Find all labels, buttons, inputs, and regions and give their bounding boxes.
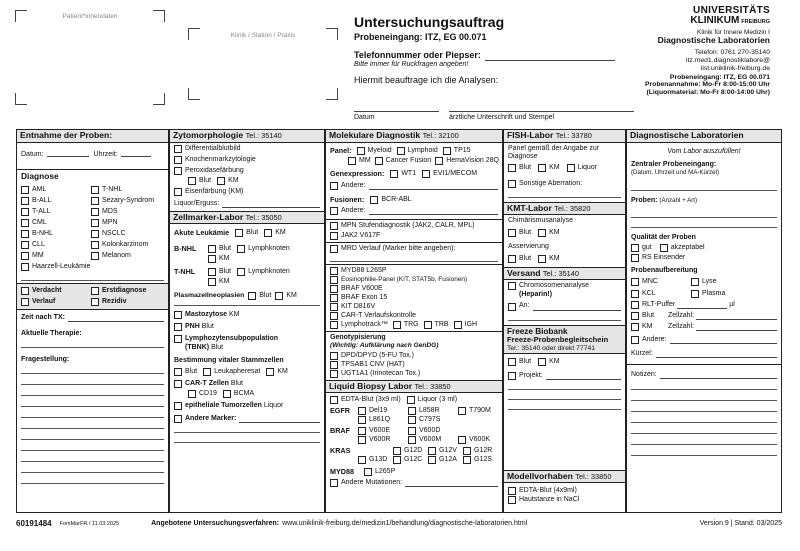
- freeze-blut-checkbox[interactable]: [508, 358, 516, 366]
- fish-blut-checkbox[interactable]: [508, 164, 516, 172]
- braf-v600r-checkbox[interactable]: [358, 436, 366, 444]
- version-stand: Version 9 | Stand: 03/2025: [699, 519, 782, 527]
- diag-tnhl-checkbox[interactable]: [91, 186, 99, 194]
- entnahme-uhrzeit-input[interactable]: [121, 150, 151, 157]
- km-zellzahl-input[interactable]: [696, 324, 777, 331]
- notizen-line[interactable]: [631, 444, 777, 445]
- modell-header: Modellvorhaben Tel.: 33850: [504, 470, 625, 483]
- column-molekular: Molekulare Diagnostik Tel.: 32100 Panel: Myeloid Lymphoid TP15 MM Cancer Fusion HemaVision 28Q Genexpression: WT1 EVI1/MECOM Andere: Fusionen: BCR-ABL Andere: MPN Stufendiagnostik (JAK2, CALR, MPL) JAK2 V617F MRD Verlauf (Marker bitte angeben): MYD88 L265P Eosinophilie-Panel (KIT, STAT5b, Fusionen) BRAF V600E BRAF Exon 15 KIT D816V CAR-T Verlaufskontrolle Lymphotrack™ TRG TRB IGH Genotypisierung (Wichtig: Aufklärung nach GenDG) DPD/DPYD (5-FU Tox.) TPSAB1 CNV (HAT) UGT1A1 (Irinotecan Tox.) Liquid Biopsy Labor Tel.: 33850 EDTA-Blut (3x9 ml) Liquor (3 ml) EGFR Del19 L858R T790M L861Q C797S BRAF V600E V600D V600R V600M V600K KRAS G12D G12V G12R G13D G12C G12A G12S MYD88 L265P Andere Mutationen:: [325, 129, 503, 513]
- phone-label: Telefonnummer oder Piepser:: [354, 50, 481, 61]
- aufb-km-checkbox[interactable]: [631, 323, 639, 331]
- diag-melanom-checkbox[interactable]: [91, 252, 99, 260]
- notizen-line[interactable]: [631, 411, 777, 412]
- klinik-field[interactable]: [188, 28, 338, 100]
- tpsab1-checkbox[interactable]: [330, 361, 338, 369]
- sonstige-aberration-checkbox[interactable]: [508, 180, 516, 188]
- zellmarker-header: Zellmarker-Labor Tel.: 35050: [170, 211, 324, 224]
- rs-einsender-checkbox[interactable]: [631, 254, 639, 262]
- molekular-header: Molekulare Diagnostik Tel.: 32100: [326, 130, 502, 143]
- peroxidase-km-checkbox[interactable]: [217, 177, 225, 185]
- panel-lymphoid-checkbox[interactable]: [397, 147, 405, 155]
- chromosomen-checkbox[interactable]: [508, 282, 516, 290]
- andere-marker-line[interactable]: [174, 432, 320, 433]
- lb-liquor-checkbox[interactable]: [407, 396, 415, 404]
- notizen-line[interactable]: [631, 422, 777, 423]
- asserv-km-checkbox[interactable]: [538, 255, 546, 263]
- verdacht-checkbox[interactable]: [21, 287, 29, 295]
- fragestellung-label: Fragestellung:: [21, 356, 70, 364]
- notizen-line[interactable]: [631, 455, 777, 456]
- labor-header: Diagnostische Laboratorien: [627, 130, 781, 143]
- braf-v600e-single-checkbox[interactable]: [330, 285, 338, 293]
- klinik-label: Klinik / Station / Praxis: [230, 32, 296, 39]
- angebot-label: Angebotene Untersuchungsverfahren:: [151, 519, 280, 527]
- versand-an-input[interactable]: [533, 304, 621, 311]
- projekt-checkbox[interactable]: [508, 372, 516, 380]
- therapie-label: Aktuelle Therapie:: [21, 330, 82, 338]
- plasma-line[interactable]: [174, 305, 320, 306]
- fragestellung-line[interactable]: [21, 461, 164, 462]
- qualitaet-gut-checkbox[interactable]: [631, 244, 639, 252]
- fragestellung-line[interactable]: [21, 439, 164, 440]
- andere-marker-line[interactable]: [174, 442, 320, 443]
- versand-an-checkbox[interactable]: [508, 303, 516, 311]
- fragestellung-line[interactable]: [21, 395, 164, 396]
- differentialblutbild-checkbox[interactable]: [174, 145, 182, 153]
- notizen-input[interactable]: [660, 372, 777, 379]
- diag-kolon-checkbox[interactable]: [91, 241, 99, 249]
- akute-km-checkbox[interactable]: [264, 229, 272, 237]
- sonstige-line[interactable]: [508, 197, 621, 198]
- rlt-input[interactable]: [677, 302, 727, 309]
- modell-haut-checkbox[interactable]: [508, 496, 516, 504]
- zentral-label: Zentraler Probeneingang:: [631, 161, 717, 169]
- diag-mds-checkbox[interactable]: [91, 208, 99, 216]
- org-annahme1: Probenannahme: Mo-Fr 8:00-15:00 Uhr: [644, 81, 770, 89]
- proben-label: Proben:: [631, 197, 658, 205]
- stamm-blut-checkbox[interactable]: [174, 368, 182, 376]
- liquid-biopsy-header: Liquid Biopsy Labor Tel.: 33850: [326, 380, 502, 393]
- fragestellung-line[interactable]: [21, 406, 164, 407]
- pnh-checkbox[interactable]: [174, 323, 182, 331]
- fragestellung-line[interactable]: [21, 483, 164, 484]
- datum-line[interactable]: [354, 105, 439, 112]
- kurzel-label: Kürzel:: [631, 349, 653, 357]
- andere-marker-input[interactable]: [239, 416, 320, 423]
- entnahme-datum-input[interactable]: [47, 150, 89, 157]
- column-entnahme: Entnahme der Proben: Datum: Uhrzeit: Diagnose AML B-ALL T-ALL CML B-NHL CLL MM T-NHL Sezary-Syndrom MDS MPN NSCLC Kolonkarzinom Melanom Haarzell-Leukämie Verdacht Verlauf Erstdiagnose Rezidiv Zeit nach TX: Aktuelle Therapie: Fragestellung:: [16, 129, 169, 513]
- datum-label: Datum: [354, 114, 375, 121]
- bcma-checkbox[interactable]: [223, 390, 231, 398]
- braf-v600d-checkbox[interactable]: [408, 427, 416, 435]
- fusion-andere-input[interactable]: [369, 208, 498, 215]
- asserv-blut-checkbox[interactable]: [508, 255, 516, 263]
- mrd-checkbox[interactable]: [330, 245, 338, 253]
- diagnose-heading: Diagnose: [21, 171, 59, 181]
- freeze-title: Freeze Biobank: [507, 326, 568, 336]
- peroxidase-checkbox[interactable]: [174, 167, 182, 175]
- fish-km-checkbox[interactable]: [538, 164, 546, 172]
- chim-km-checkbox[interactable]: [538, 229, 546, 237]
- bnhl-blut-checkbox[interactable]: [208, 245, 216, 253]
- panel-hemavision-checkbox[interactable]: [435, 157, 443, 165]
- ugt1a1-checkbox[interactable]: [330, 370, 338, 378]
- zeit-tx-input[interactable]: [68, 315, 164, 322]
- projekt-input[interactable]: [546, 373, 621, 380]
- egfr-c797s-checkbox[interactable]: [408, 416, 416, 424]
- jak2-checkbox[interactable]: [330, 232, 338, 240]
- fusion-andere-checkbox[interactable]: [330, 207, 338, 215]
- zentral-line[interactable]: [631, 190, 777, 191]
- andere-mutationen-input[interactable]: [405, 480, 498, 487]
- kurzel-input[interactable]: [656, 351, 777, 358]
- notizen-line[interactable]: [631, 389, 777, 390]
- lymphotrack-checkbox[interactable]: [330, 321, 338, 329]
- cart-verlauf-checkbox[interactable]: [330, 312, 338, 320]
- kras-g13d-checkbox[interactable]: [358, 456, 366, 464]
- qualitaet-akzeptabel-checkbox[interactable]: [660, 244, 668, 252]
- bnhl-lymphknoten-checkbox[interactable]: [237, 245, 245, 253]
- stammzellen-heading: Bestimmung vitaler Stammzellen: [174, 356, 284, 364]
- org-email2: list.uniklinik-freiburg.de: [700, 64, 770, 72]
- lb-myd88-checkbox[interactable]: [364, 468, 372, 476]
- projekt-line[interactable]: [508, 409, 621, 410]
- patient-field[interactable]: [15, 10, 165, 105]
- panel-myeloid-checkbox[interactable]: [357, 147, 365, 155]
- zeit-tx-label: Zeit nach TX:: [21, 314, 65, 322]
- fragestellung-line[interactable]: [21, 417, 164, 418]
- akute-blut-checkbox[interactable]: [235, 229, 243, 237]
- trb-checkbox[interactable]: [424, 321, 432, 329]
- mpn-stufen-checkbox[interactable]: [330, 222, 338, 230]
- versand-line[interactable]: [508, 320, 621, 321]
- modell-edta-checkbox[interactable]: [508, 487, 516, 495]
- geno-heading: Genotypisierung: [330, 334, 386, 342]
- diag-cll-checkbox[interactable]: [21, 241, 29, 249]
- dpd-checkbox[interactable]: [330, 352, 338, 360]
- org-telefon: Telefon: 0761 270-35140: [694, 49, 770, 57]
- fragestellung-line[interactable]: [21, 450, 164, 451]
- knochenmarkzytologie-checkbox[interactable]: [174, 156, 182, 164]
- cd19-checkbox[interactable]: [188, 390, 196, 398]
- eisen-checkbox[interactable]: [174, 188, 182, 196]
- notizen-line[interactable]: [631, 433, 777, 434]
- braf-exon15-checkbox[interactable]: [330, 294, 338, 302]
- projekt-line[interactable]: [508, 389, 621, 390]
- kras-g12a-checkbox[interactable]: [428, 456, 436, 464]
- chim-blut-checkbox[interactable]: [508, 229, 516, 237]
- unterschrift-line[interactable]: [449, 105, 634, 112]
- entnahme-header: Entnahme der Proben:: [17, 130, 168, 143]
- org-labor: Diagnostische Laboratorien: [657, 35, 770, 46]
- tnhl-lymphknoten-checkbox[interactable]: [237, 268, 245, 276]
- braf-v600e-checkbox[interactable]: [358, 427, 366, 435]
- notizen-line[interactable]: [631, 400, 777, 401]
- fragestellung-line[interactable]: [21, 428, 164, 429]
- peroxidase-blut-checkbox[interactable]: [188, 177, 196, 185]
- fish-header: FISH-Labor Tel.: 33780: [504, 130, 625, 143]
- tnhl-blut-checkbox[interactable]: [208, 268, 216, 276]
- logo: UNIVERSITÄTS KLINIKUM FREIBURG: [690, 5, 770, 26]
- zyto-header: Zytomorphologie Tel.: 35140: [170, 130, 324, 143]
- kras-g12s-checkbox[interactable]: [463, 456, 471, 464]
- egfr-del19-checkbox[interactable]: [358, 407, 366, 415]
- freeze-subtitle: Freeze-Probenbegleitschein: [507, 334, 609, 344]
- angebot-link[interactable]: www.uniklinik-freiburg.de/medizin1/behandlung/diagnostische-laboratorien.html: [282, 519, 528, 527]
- column-labor: Diagnostische Laboratorien Vom Labor auszufüllen! Zentraler Probeneingang: (Datum, Uhrzeit und MA-Kürzel) Proben: (Anzahl + Art) Qualität der Proben gut akzeptabel RS Einsender Probenaufbereitung MNC Lyse KCL Plasma RLT-Puffer µl Blut Zellzahl: KM Zellzahl: Andere: Kürzel: Notizen:: [626, 129, 782, 513]
- diag-cml-checkbox[interactable]: [21, 219, 29, 227]
- verlauf-checkbox[interactable]: [21, 298, 29, 306]
- freeze-tel: Tel.: 35140 oder direkt 77741: [507, 344, 596, 352]
- beauftrage-text: Hiermit beauftrage ich die Analysen:: [354, 74, 499, 85]
- egfr-t790m-checkbox[interactable]: [458, 407, 466, 415]
- diag-haarzell-checkbox[interactable]: [21, 263, 29, 271]
- aufbereitung-heading: Probenaufbereitung: [631, 267, 698, 275]
- column-fish: FISH-Labor Tel.: 33780 Panel gemäß der Angabe zur Diagnose Blut KM Liquor Sonstige Aberration: KMT-Labor Tel.: 35820 Chimärismusanalyse Blut KM Asservierung Blut KM Versand Tel.: 35140 Chromosomenanalyse (Heparin!) An: Freeze Biobank Freeze-Probenbegleitschein Tel.: 35140 oder direkt 77741 Blut KM Projekt: Modellvorhaben Tel.: 33850 EDTA-Blut (4x9ml) Hautstanze in NaCl: [503, 129, 626, 513]
- igh-checkbox[interactable]: [454, 321, 462, 329]
- org-klinik: Klinik für Innere Medizin I: [697, 29, 770, 36]
- egfr-l861q-checkbox[interactable]: [358, 416, 366, 424]
- form-title: Untersuchungsauftrag: [354, 14, 505, 30]
- kit-checkbox[interactable]: [330, 303, 338, 311]
- bcr-abl-checkbox[interactable]: [370, 196, 378, 204]
- braf-v600k-checkbox[interactable]: [458, 436, 466, 444]
- evi1-checkbox[interactable]: [422, 170, 430, 178]
- tnhl-km-checkbox[interactable]: [208, 278, 216, 286]
- proben-line[interactable]: [631, 217, 777, 218]
- diag-mpn-checkbox[interactable]: [91, 219, 99, 227]
- blut-zellzahl-input[interactable]: [696, 313, 777, 320]
- org-annahme2: (Liquormaterial: Mo-Fr 8:00-14:00 Uhr): [646, 89, 770, 97]
- kras-g12d-checkbox[interactable]: [393, 447, 401, 455]
- plasma-blut-checkbox[interactable]: [248, 292, 256, 300]
- notizen-label: Notizen:: [631, 370, 657, 378]
- cart-checkbox[interactable]: [174, 380, 182, 388]
- fragestellung-line[interactable]: [21, 472, 164, 473]
- rlt-checkbox[interactable]: [631, 301, 639, 309]
- phone-input[interactable]: [485, 54, 615, 61]
- trg-checkbox[interactable]: [393, 321, 401, 329]
- qualitaet-heading: Qualität der Proben: [631, 234, 696, 242]
- zentral-hint: (Datum, Uhrzeit und MA-Kürzel): [631, 169, 720, 177]
- diag-tall-checkbox[interactable]: [21, 208, 29, 216]
- panel-mm-checkbox[interactable]: [348, 157, 356, 165]
- epithelial-checkbox[interactable]: [174, 402, 182, 410]
- kcl-checkbox[interactable]: [631, 290, 639, 298]
- vom-labor-note: Vom Labor auszufüllen!: [667, 148, 741, 155]
- freeze-km-checkbox[interactable]: [538, 358, 546, 366]
- therapie-input[interactable]: [21, 347, 164, 348]
- diag-sezary-checkbox[interactable]: [91, 197, 99, 205]
- probeneingang-title: Probeneingang: ITZ, EG 00.071: [354, 32, 487, 43]
- diag-nsclc-checkbox[interactable]: [91, 230, 99, 238]
- diag-other-line[interactable]: [21, 280, 164, 281]
- aufb-blut-checkbox[interactable]: [631, 312, 639, 320]
- column-zytomorphologie: Zytomorphologie Tel.: 35140 Differentialblutbild Knochenmarkzytologie Peroxidasefärbung Blut KM Eisenfärbung (KM) Liquor/Erguss: Zellmarker-Labor Tel.: 35050 Akute Leukämie Blut KM B-NHL Blut Lymphknoten KM T-NHL Blut Lymphknoten KM Plasmazellneoplasien Blut KM Mastozytose KM PNH Blut Lymphozytensubpopulation (TBNK) Blut Bestimmung vitaler Stammzellen Blut Leukapheresat KM CAR-T Zellen Blut CD19 BCMA epitheliale Tumorzellen Liquor Andere Marker:: [169, 129, 325, 513]
- andere-marker-checkbox[interactable]: [174, 415, 182, 423]
- mrd-line[interactable]: [330, 261, 498, 262]
- panel-tp15-checkbox[interactable]: [443, 147, 451, 155]
- rezidiv-checkbox[interactable]: [91, 298, 99, 306]
- phone-hint: Bitte immer für Ruckfragen angeben!: [354, 60, 469, 68]
- footer: [16, 518, 782, 530]
- geno-hint: (Wichtig: Aufklärung nach GenDG): [330, 342, 439, 350]
- projekt-line[interactable]: [508, 399, 621, 400]
- genexp-andere-input[interactable]: [369, 183, 498, 190]
- diag-ball-checkbox[interactable]: [21, 197, 29, 205]
- diag-aml-checkbox[interactable]: [21, 186, 29, 194]
- chimaerismus-label: Chimärismusanalyse: [508, 217, 573, 225]
- form-version-date: FomMarFR / 11.03.2025: [59, 520, 120, 527]
- plasma-km-checkbox[interactable]: [275, 292, 283, 300]
- liquor-erguss-input[interactable]: [222, 201, 320, 208]
- braf-v600m-checkbox[interactable]: [408, 436, 416, 444]
- genexp-andere-checkbox[interactable]: [330, 182, 338, 190]
- myd88-single-checkbox[interactable]: [330, 267, 338, 275]
- kras-g12v-checkbox[interactable]: [428, 447, 436, 455]
- proben-line[interactable]: [631, 227, 777, 228]
- liquor-erguss-label: Liquor/Erguss:: [174, 200, 220, 208]
- org-probeneingang: Probeneingang: ITZ, EG 00.071: [669, 73, 770, 81]
- erstdiagnose-checkbox[interactable]: [91, 287, 99, 295]
- lyse-checkbox[interactable]: [691, 278, 699, 286]
- diag-bnhl-checkbox[interactable]: [21, 230, 29, 238]
- form-code: 60191484: [16, 519, 52, 529]
- asservierung-label: Asservierung: [508, 243, 549, 251]
- heparin-label: (Heparin!): [519, 291, 553, 299]
- kras-g12r-checkbox[interactable]: [463, 447, 471, 455]
- aufb-andere-checkbox[interactable]: [631, 336, 639, 344]
- egfr-l858r-checkbox[interactable]: [408, 407, 416, 415]
- lymphozyten-checkbox[interactable]: [174, 335, 182, 343]
- fish-liquor-checkbox[interactable]: [567, 164, 575, 172]
- panel-fusion-checkbox[interactable]: [375, 157, 383, 165]
- andere-mutationen-checkbox[interactable]: [330, 479, 338, 487]
- lb-edta-checkbox[interactable]: [330, 396, 338, 404]
- unterschrift-label: ärztliche Unterschrift und Stempel: [449, 114, 555, 121]
- plasma-aufb-checkbox[interactable]: [691, 290, 699, 298]
- versand-header: Versand Tel.: 35140: [504, 267, 625, 280]
- fragestellung-line[interactable]: [21, 384, 164, 385]
- fragestellung-line[interactable]: [21, 373, 164, 374]
- fish-text: Panel gemäß der Angabe zur Diagnose: [508, 145, 600, 161]
- mastozytose-checkbox[interactable]: [174, 311, 182, 319]
- stamm-leuka-checkbox[interactable]: [203, 368, 211, 376]
- mnc-checkbox[interactable]: [631, 278, 639, 286]
- diag-mm-checkbox[interactable]: [21, 252, 29, 260]
- patient-label: Patient*innendaten: [62, 13, 118, 20]
- aufb-andere-input[interactable]: [670, 337, 777, 344]
- kras-g12c-checkbox[interactable]: [393, 456, 401, 464]
- org-email1: itz.med1.diagnostiklabore@: [686, 57, 770, 65]
- bnhl-km-checkbox[interactable]: [208, 255, 216, 263]
- kmt-header: KMT-Labor Tel.: 35820: [504, 202, 625, 215]
- stamm-km-checkbox[interactable]: [266, 368, 274, 376]
- eosinophilie-checkbox[interactable]: [330, 276, 338, 284]
- wt1-checkbox[interactable]: [390, 170, 398, 178]
